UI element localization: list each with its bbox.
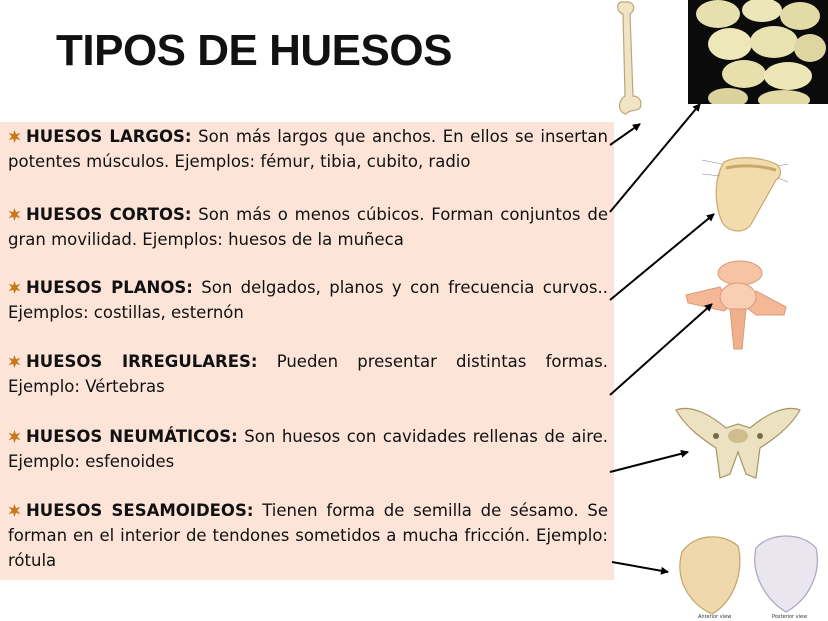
arrow-neumaticos xyxy=(610,452,688,472)
entry-term: HUESOS NEUMÁTICOS: xyxy=(26,427,238,446)
entry-term: HUESOS CORTOS: xyxy=(26,205,192,224)
entry-text: Son más largos que anchos. En ellos se insertan potentes músculos. Ejemplos: fémur, tibia, cubito, radio xyxy=(8,127,608,171)
patella-caption-posterior: Posterior view xyxy=(772,614,808,620)
entry-term: HUESOS PLANOS: xyxy=(26,278,193,297)
entry-text: Son más o menos cúbicos. Forman conjuntos de gran movilidad. Ejemplos: huesos de la muñeca xyxy=(8,205,608,249)
entry-text: Pueden presentar distintas formas. Ejemplo: Vértebras xyxy=(8,352,609,396)
arrow-largos xyxy=(610,124,640,145)
arrow-irregulares xyxy=(610,304,712,395)
arrow-cortos xyxy=(610,104,700,212)
entry-text: Tienen forma de semilla de sésamo. Se forman en el interior de tendones sometidos a mucha fricción. Ejemplo: rótula xyxy=(8,501,609,570)
entry-text: Son delgados, planos y con frecuencia curvos.. Ejemplos: costillas, esternón xyxy=(8,278,609,322)
patella-caption-anterior: Anterior view xyxy=(698,614,732,620)
entry-term: HUESOS LARGOS: xyxy=(26,127,192,146)
page-title: TIPOS DE HUESOS xyxy=(56,26,452,75)
entry-term: HUESOS SESAMOIDEOS: xyxy=(26,501,254,520)
entry-term: HUESOS IRREGULARES: xyxy=(26,352,258,371)
entry-text: Son huesos con cavidades rellenas de aire. Ejemplo: esfenoides xyxy=(8,427,609,471)
arrow-planos xyxy=(610,214,714,300)
arrow-sesamoideos xyxy=(612,562,668,572)
